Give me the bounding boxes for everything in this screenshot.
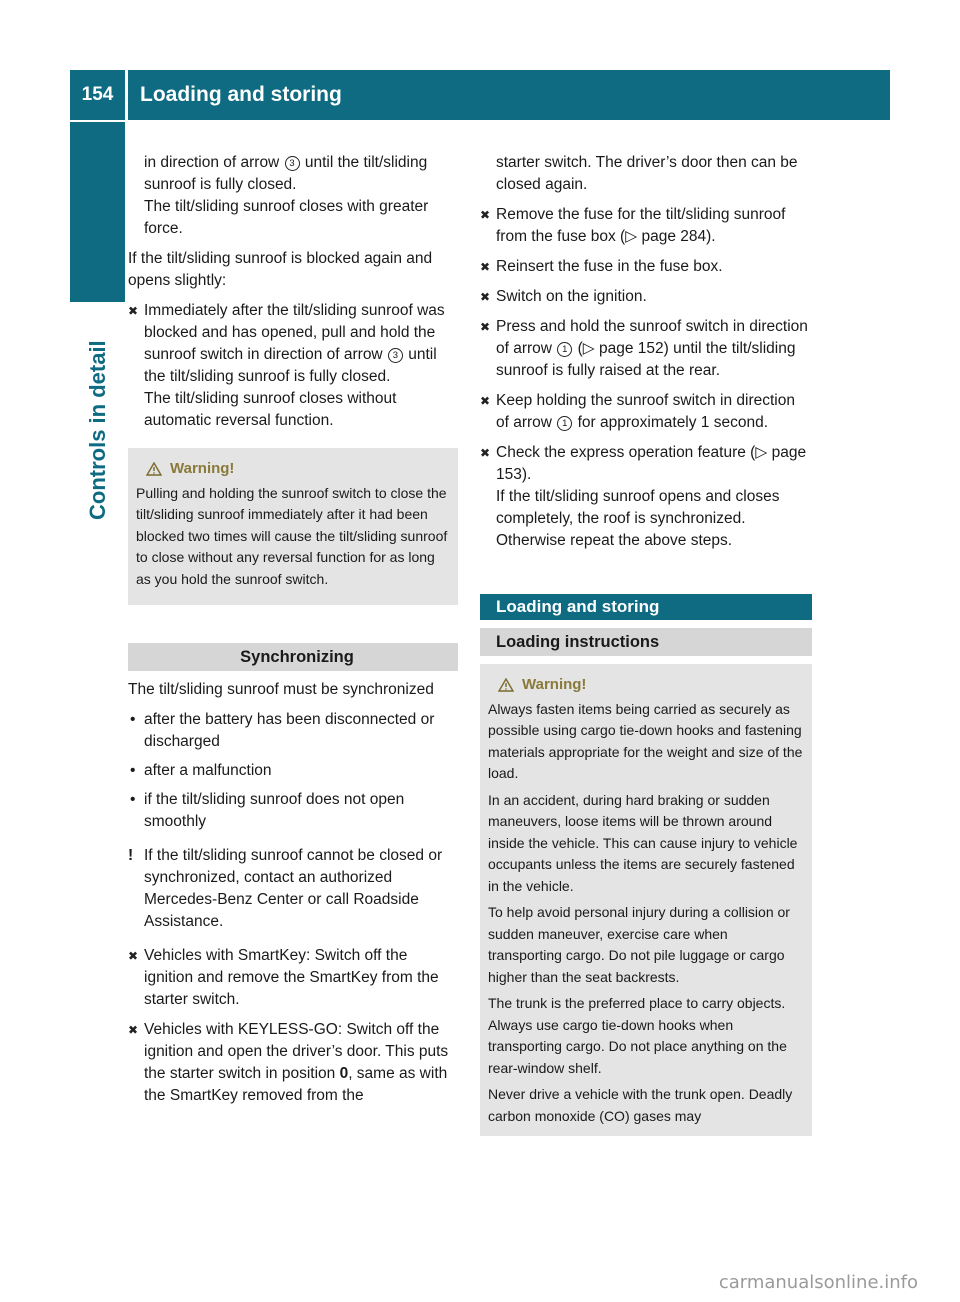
step-arrow-icon: ✖ [480,320,491,334]
step-arrow-icon: ✖ [480,260,491,274]
arrow-3-marker: 3 [285,156,300,171]
step-result: Otherwise repeat the above steps. [496,532,733,549]
warning-text: Pulling and holding the sunroof switch to close the tilt/sliding sunroof immediately after it had been blocked two times will cause the tilt/sliding sunroof to close without any reversal function for as long as you hold the sunroof switch. [136,484,448,587]
warning-paragraph: Always fasten items being carried as securely as possible using cargo tie-down hooks and fastening materials appropriate for the weight and size of the load. [488,700,803,781]
step-arrow-icon: ✖ [480,290,491,304]
continued-step: starter switch. The driver’s door then can be closed again. [496,154,798,193]
warning-header: Warning! [488,674,804,696]
page-ref-icon: ▷ [582,340,595,357]
step-arrow-icon: ✖ [480,446,491,460]
list-item: • if the tilt/sliding sunroof does not open smoothly [130,791,405,830]
list-item: • after a malfunction [130,762,272,779]
sync-intro: The tilt/sliding sunroof must be synchronized [128,681,434,698]
subsection-heading-loading-instructions: Loading instructions [480,628,812,656]
arrow-1-marker: 1 [557,342,572,357]
step-smartkey: ✖ Vehicles with SmartKey: Switch off the ignition and remove the SmartKey from the starter switch. [128,947,439,1008]
page-header-title: Loading and storing [128,70,890,120]
page-number: 154 [70,70,125,120]
step-result: The tilt/sliding sunroof closes without automatic reversal function. [144,390,397,429]
warning-header: Warning! [136,458,450,480]
step-result: The tilt/sliding sunroof closes with greater force. [144,198,429,237]
step-ignition-on: ✖ Switch on the ignition. [480,286,812,308]
warning-paragraph: To help avoid personal injury during a collision or sudden maneuver, exercise care when transporting cargo. Do not pile luggage or cargo higher than the seat backrests. [488,904,790,985]
step-arrow-icon: ✖ [128,304,139,318]
section-heading-synchronizing: Synchronizing [128,643,458,671]
page-ref[interactable]: page 153 [496,444,807,483]
notice: ! If the tilt/sliding sunroof cannot be closed or synchronized, contact an authorized Mercedes-Benz Center or call Roadside Assistance. [128,847,443,930]
page-ref-icon: ▷ [755,444,768,461]
page-ref[interactable]: page 284 [641,228,707,245]
left-column [128,152,458,1115]
arrow-3-marker: 3 [388,348,403,363]
list-item: • after the battery has been disconnected or discharged [130,711,435,750]
paragraph-blocked-again: If the tilt/sliding sunroof is blocked again and opens slightly: [128,250,433,289]
page-ref[interactable]: page 152 [599,340,664,357]
right-column [480,152,812,1136]
step-arrow-icon: ✖ [480,394,491,408]
warning-paragraph: In an accident, during hard braking or sudden maneuvers, loose items will be thrown around inside the vehicle. This can cause injury to vehicle occupants unless the items are securely fastened in the vehicle. [488,791,798,894]
notice-icon: ! [128,847,134,864]
warning-triangle-icon [146,462,162,476]
warning-triangle-icon [498,678,514,692]
warning-box [480,664,812,1136]
step-result: If the tilt/sliding sunroof opens and closes completely, the roof is synchronized. [496,488,780,527]
side-tab [70,122,125,302]
warning-paragraph: Never drive a vehicle with the trunk open. Deadly carbon monoxide (CO) gases may [488,1086,793,1124]
continued-step: in direction of arrow 3 until the tilt/sliding sunroof is fully closed. The tilt/sliding sunroof closes with greater force. [128,152,458,240]
watermark: carmanualsonline.info [718,1272,918,1293]
warning-paragraph: The trunk is the preferred place to carry objects. Always use cargo tie-down hooks when transporting cargo. Do not place anything on the rear-window shelf. [488,995,787,1076]
step-reinsert-fuse: ✖ Reinsert the fuse in the fuse box. [480,256,812,278]
page-ref-icon: ▷ [625,228,638,245]
step-press-and-hold: ✖ Press and hold the sunroof switch in direction of arrow 1 (▷ page 152) until the tilt/sliding sunroof is fully raised at the rear. [480,318,808,379]
step-keyless-go: ✖ Vehicles with KEYLESS-GO: Switch off the ignition and open the driver’s door. This puts the starter switch in position 0, same as with the SmartKey removed from the [128,1021,449,1104]
arrow-1-marker: 1 [557,416,572,431]
warning-box [128,448,458,605]
step-remove-fuse: ✖ Remove the fuse for the tilt/sliding sunroof from the fuse box (▷ page 284). [480,206,786,245]
step-check-express: ✖ Check the express operation feature (▷ page 153). If the tilt/sliding sunroof opens and closes completely, the roof is synchronized. Otherwise repeat the above steps. [480,442,812,552]
section-heading-loading-and-storing: Loading and storing [480,594,812,620]
step-arrow-icon: ✖ [480,208,491,222]
step-arrow-icon: ✖ [128,949,139,963]
step-pull-and-hold: ✖ Immediately after the tilt/sliding sunroof was blocked and has opened, pull and hold the sunroof switch in direction of arrow 3 until the tilt/sliding sunroof is fully closed. The tilt/sliding sunroof closes without automatic reversal function. [128,300,458,432]
step-arrow-icon: ✖ [128,1023,139,1037]
position-zero: 0 [339,1065,349,1082]
step-keep-holding: ✖ Keep holding the sunroof switch in direction of arrow 1 for approximately 1 second. [480,392,795,431]
